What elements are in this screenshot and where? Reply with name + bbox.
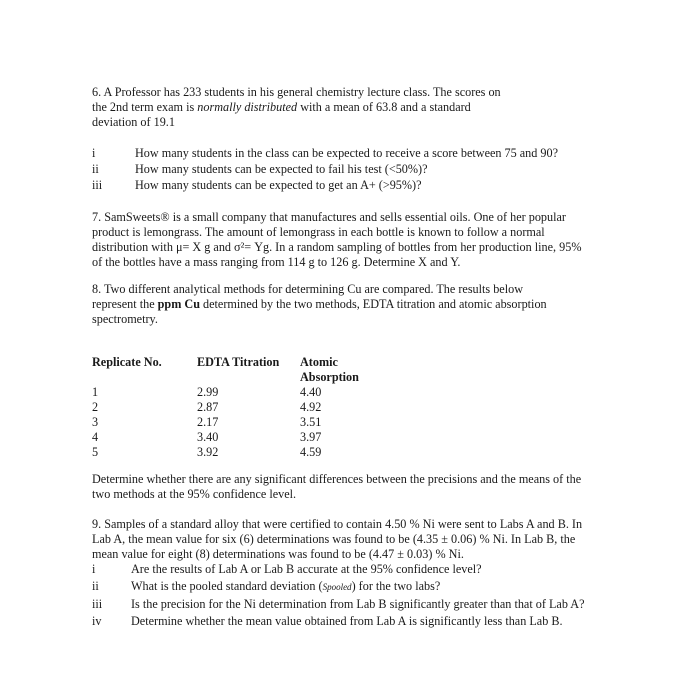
q7-line-3: distribution with μ= X g and σ²= Yg. In a random sampling of bottles from her production line, 95% <box>92 240 582 254</box>
table-row: 5 3.92 4.59 <box>92 445 322 459</box>
q8-line-3: spectrometry. <box>92 312 158 326</box>
table-row: 3 2.17 3.51 <box>92 415 322 429</box>
q9-item-iv: iv Determine whether the mean value obtained from Lab A is significantly less than Lab B. <box>92 614 563 628</box>
q6-item-iii: iii How many students can be expected to get an A+ (>95%)? <box>92 178 422 192</box>
table-row: 2 2.87 4.92 <box>92 400 322 414</box>
q7-line-1: 7. SamSweets® is a small company that manufactures and sells essential oils. One of her popular <box>92 210 566 224</box>
q9-line-3: mean value for eight (8) determinations was found to be (4.47 ± 0.03) % Ni. <box>92 547 464 561</box>
q6-line-2: the 2nd term exam is normally distributed with a mean of 63.8 and a standard <box>92 100 471 114</box>
q9-item-iii: iii Is the precision for the Ni determination from Lab B significantly greater than that of Lab A? <box>92 597 585 611</box>
q6-item-i: i How many students in the class can be expected to receive a score between 75 and 90? <box>92 146 559 160</box>
header-atomic-absorption: Atomic Absorption <box>300 355 359 384</box>
table-row: 4 3.40 3.97 <box>92 430 322 444</box>
q9-line-2: Lab A, the mean value for six (6) determinations was found to be (4.35 ± 0.06) % Ni. In Lab B, the <box>92 532 576 546</box>
q7-line-4: of the bottles have a mass ranging from 114 g to 126 g. Determine X and Y. <box>92 255 461 269</box>
q7-line-2: product is lemongrass. The amount of lemongrass in each bottle is known to follow a normal <box>92 225 545 239</box>
cu-results-table <box>92 355 380 460</box>
question-8 <box>92 282 612 327</box>
table-header-row <box>92 355 380 385</box>
header-replicate: Replicate No. <box>92 355 162 369</box>
q8-line-2: represent the ppm Cu determined by the two methods, EDTA titration and atomic absorption <box>92 297 547 311</box>
q6-line-3: deviation of 19.1 <box>92 115 175 129</box>
q8-follow-up <box>92 472 612 502</box>
q9-line-1: 9. Samples of a standard alloy that were certified to contain 4.50 % Ni were sent to Labs A and B. In <box>92 517 583 531</box>
q8-follow-line-1: Determine whether there are any significant differences between the precisions and the means of the <box>92 472 582 486</box>
q8-follow-line-2: two methods at the 95% confidence level. <box>92 487 297 501</box>
q9-item-i: i Are the results of Lab A or Lab B accurate at the 95% confidence level? <box>92 562 482 576</box>
q6-line-1: 6. A Professor has 233 students in his general chemistry lecture class. The scores on <box>92 85 501 99</box>
q6-item-ii: ii How many students can be expected to fail his test (<50%)? <box>92 162 428 176</box>
q8-line-1: 8. Two different analytical methods for determining Cu are compared. The results below <box>92 282 524 296</box>
question-6 <box>92 85 612 130</box>
q9-item-ii: ii What is the pooled standard deviation (Spooled) for the two labs? <box>92 579 441 593</box>
question-7 <box>92 210 612 270</box>
table-row: 1 2.99 4.40 <box>92 385 322 399</box>
question-9 <box>92 517 612 562</box>
header-edta: EDTA Titration <box>197 355 280 369</box>
